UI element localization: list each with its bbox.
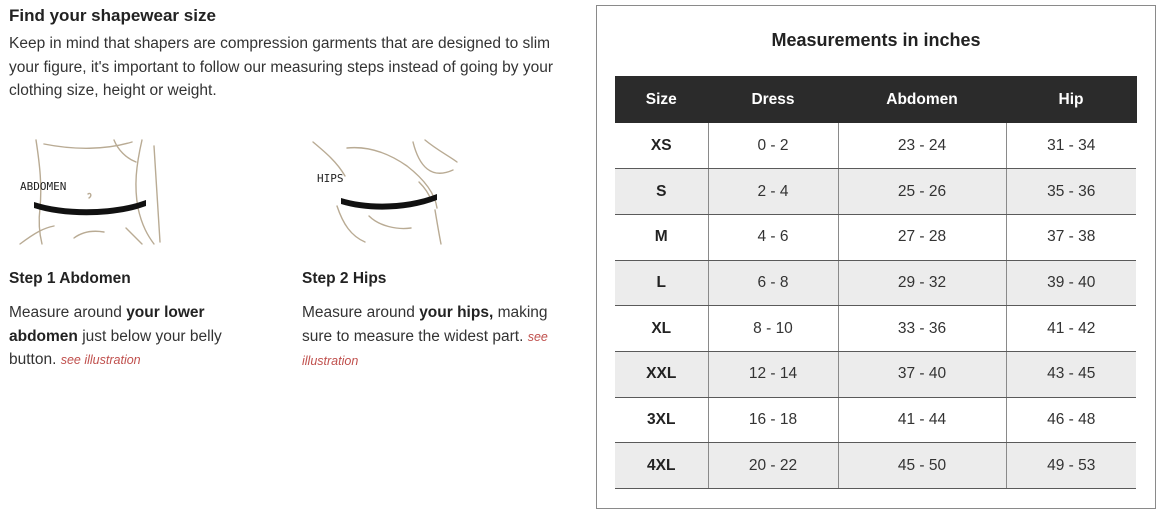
- table-row: [615, 214, 1136, 260]
- table-body: [615, 123, 1136, 489]
- table-header-row: [615, 76, 1136, 123]
- hip-cell: 39 - 40: [1006, 260, 1136, 306]
- header-size: Size: [615, 76, 708, 123]
- table-row: [615, 351, 1136, 397]
- table-row: [615, 306, 1136, 352]
- abdomen-cell: 25 - 26: [838, 169, 1006, 215]
- step-text: Measure around: [9, 304, 127, 321]
- dress-cell: 4 - 6: [708, 214, 838, 260]
- step-text: making sure to measure the widest part.: [302, 304, 548, 345]
- size-cell: XL: [615, 306, 708, 352]
- hip-cell: 35 - 36: [1006, 169, 1136, 215]
- table-row: [615, 123, 1136, 169]
- hip-cell: 41 - 42: [1006, 306, 1136, 352]
- table-row: [615, 443, 1136, 489]
- step-text-bold: your hips,: [419, 304, 494, 321]
- size-guide: [9, 0, 589, 514]
- abdomen-cell: 37 - 40: [838, 351, 1006, 397]
- size-cell: L: [615, 260, 708, 306]
- size-cell: 3XL: [615, 397, 708, 443]
- size-cell: XS: [615, 123, 708, 169]
- abdomen-cell: 45 - 50: [838, 443, 1006, 489]
- size-cell: M: [615, 214, 708, 260]
- guide-title: Find your shapewear size: [9, 6, 216, 25]
- step-description: [302, 301, 572, 374]
- dress-cell: 8 - 10: [708, 306, 838, 352]
- header-abdomen: Abdomen: [838, 76, 1006, 123]
- abdomen-cell: 27 - 28: [838, 214, 1006, 260]
- table-row: [615, 397, 1136, 443]
- hip-cell: 43 - 45: [1006, 351, 1136, 397]
- size-chart-table: [615, 76, 1137, 489]
- table-row: [615, 260, 1136, 306]
- abdomen-cell: 33 - 36: [838, 306, 1006, 352]
- dress-cell: 12 - 14: [708, 351, 838, 397]
- step-text: Measure around: [302, 304, 420, 321]
- hips-illustration: [307, 136, 467, 246]
- dress-cell: 2 - 4: [708, 169, 838, 215]
- step-text: just below your belly button.: [9, 327, 222, 368]
- abdomen-illustration: [14, 136, 164, 246]
- header-hip: Hip: [1006, 76, 1136, 123]
- dress-cell: 0 - 2: [708, 123, 838, 169]
- hip-cell: 49 - 53: [1006, 443, 1136, 489]
- see-illustration-link[interactable]: see illustration: [60, 353, 141, 367]
- step-description: [9, 301, 259, 373]
- step-hips: [302, 270, 572, 374]
- dress-cell: 6 - 8: [708, 260, 838, 306]
- guide-intro: Keep in mind that shapers are compression garments that are designed to slim your figure, it's important to follow our measuring steps instead of going by your clothing size, height or weight.: [9, 35, 554, 99]
- abdomen-cell: 23 - 24: [838, 123, 1006, 169]
- size-cell: S: [615, 169, 708, 215]
- dress-cell: 20 - 22: [708, 443, 838, 489]
- header-dress: Dress: [708, 76, 838, 123]
- step-text-bold: your lower abdomen: [9, 304, 205, 345]
- hips-label: HIPS: [317, 172, 344, 185]
- dress-cell: 16 - 18: [708, 397, 838, 443]
- hip-cell: 37 - 38: [1006, 214, 1136, 260]
- step-title: Step 2 Hips: [302, 270, 387, 287]
- abdomen-label: ABDOMEN: [20, 180, 67, 193]
- abdomen-cell: 29 - 32: [838, 260, 1006, 306]
- table-title: Measurements in inches: [771, 30, 981, 50]
- table-row: [615, 169, 1136, 215]
- size-cell: 4XL: [615, 443, 708, 489]
- step-title: Step 1 Abdomen: [9, 270, 131, 287]
- hip-cell: 31 - 34: [1006, 123, 1136, 169]
- size-cell: XXL: [615, 351, 708, 397]
- see-illustration-link[interactable]: see illustration: [302, 329, 548, 368]
- measurements-panel: [596, 5, 1156, 509]
- abdomen-cell: 41 - 44: [838, 397, 1006, 443]
- step-abdomen: [9, 270, 259, 373]
- hip-cell: 46 - 48: [1006, 397, 1136, 443]
